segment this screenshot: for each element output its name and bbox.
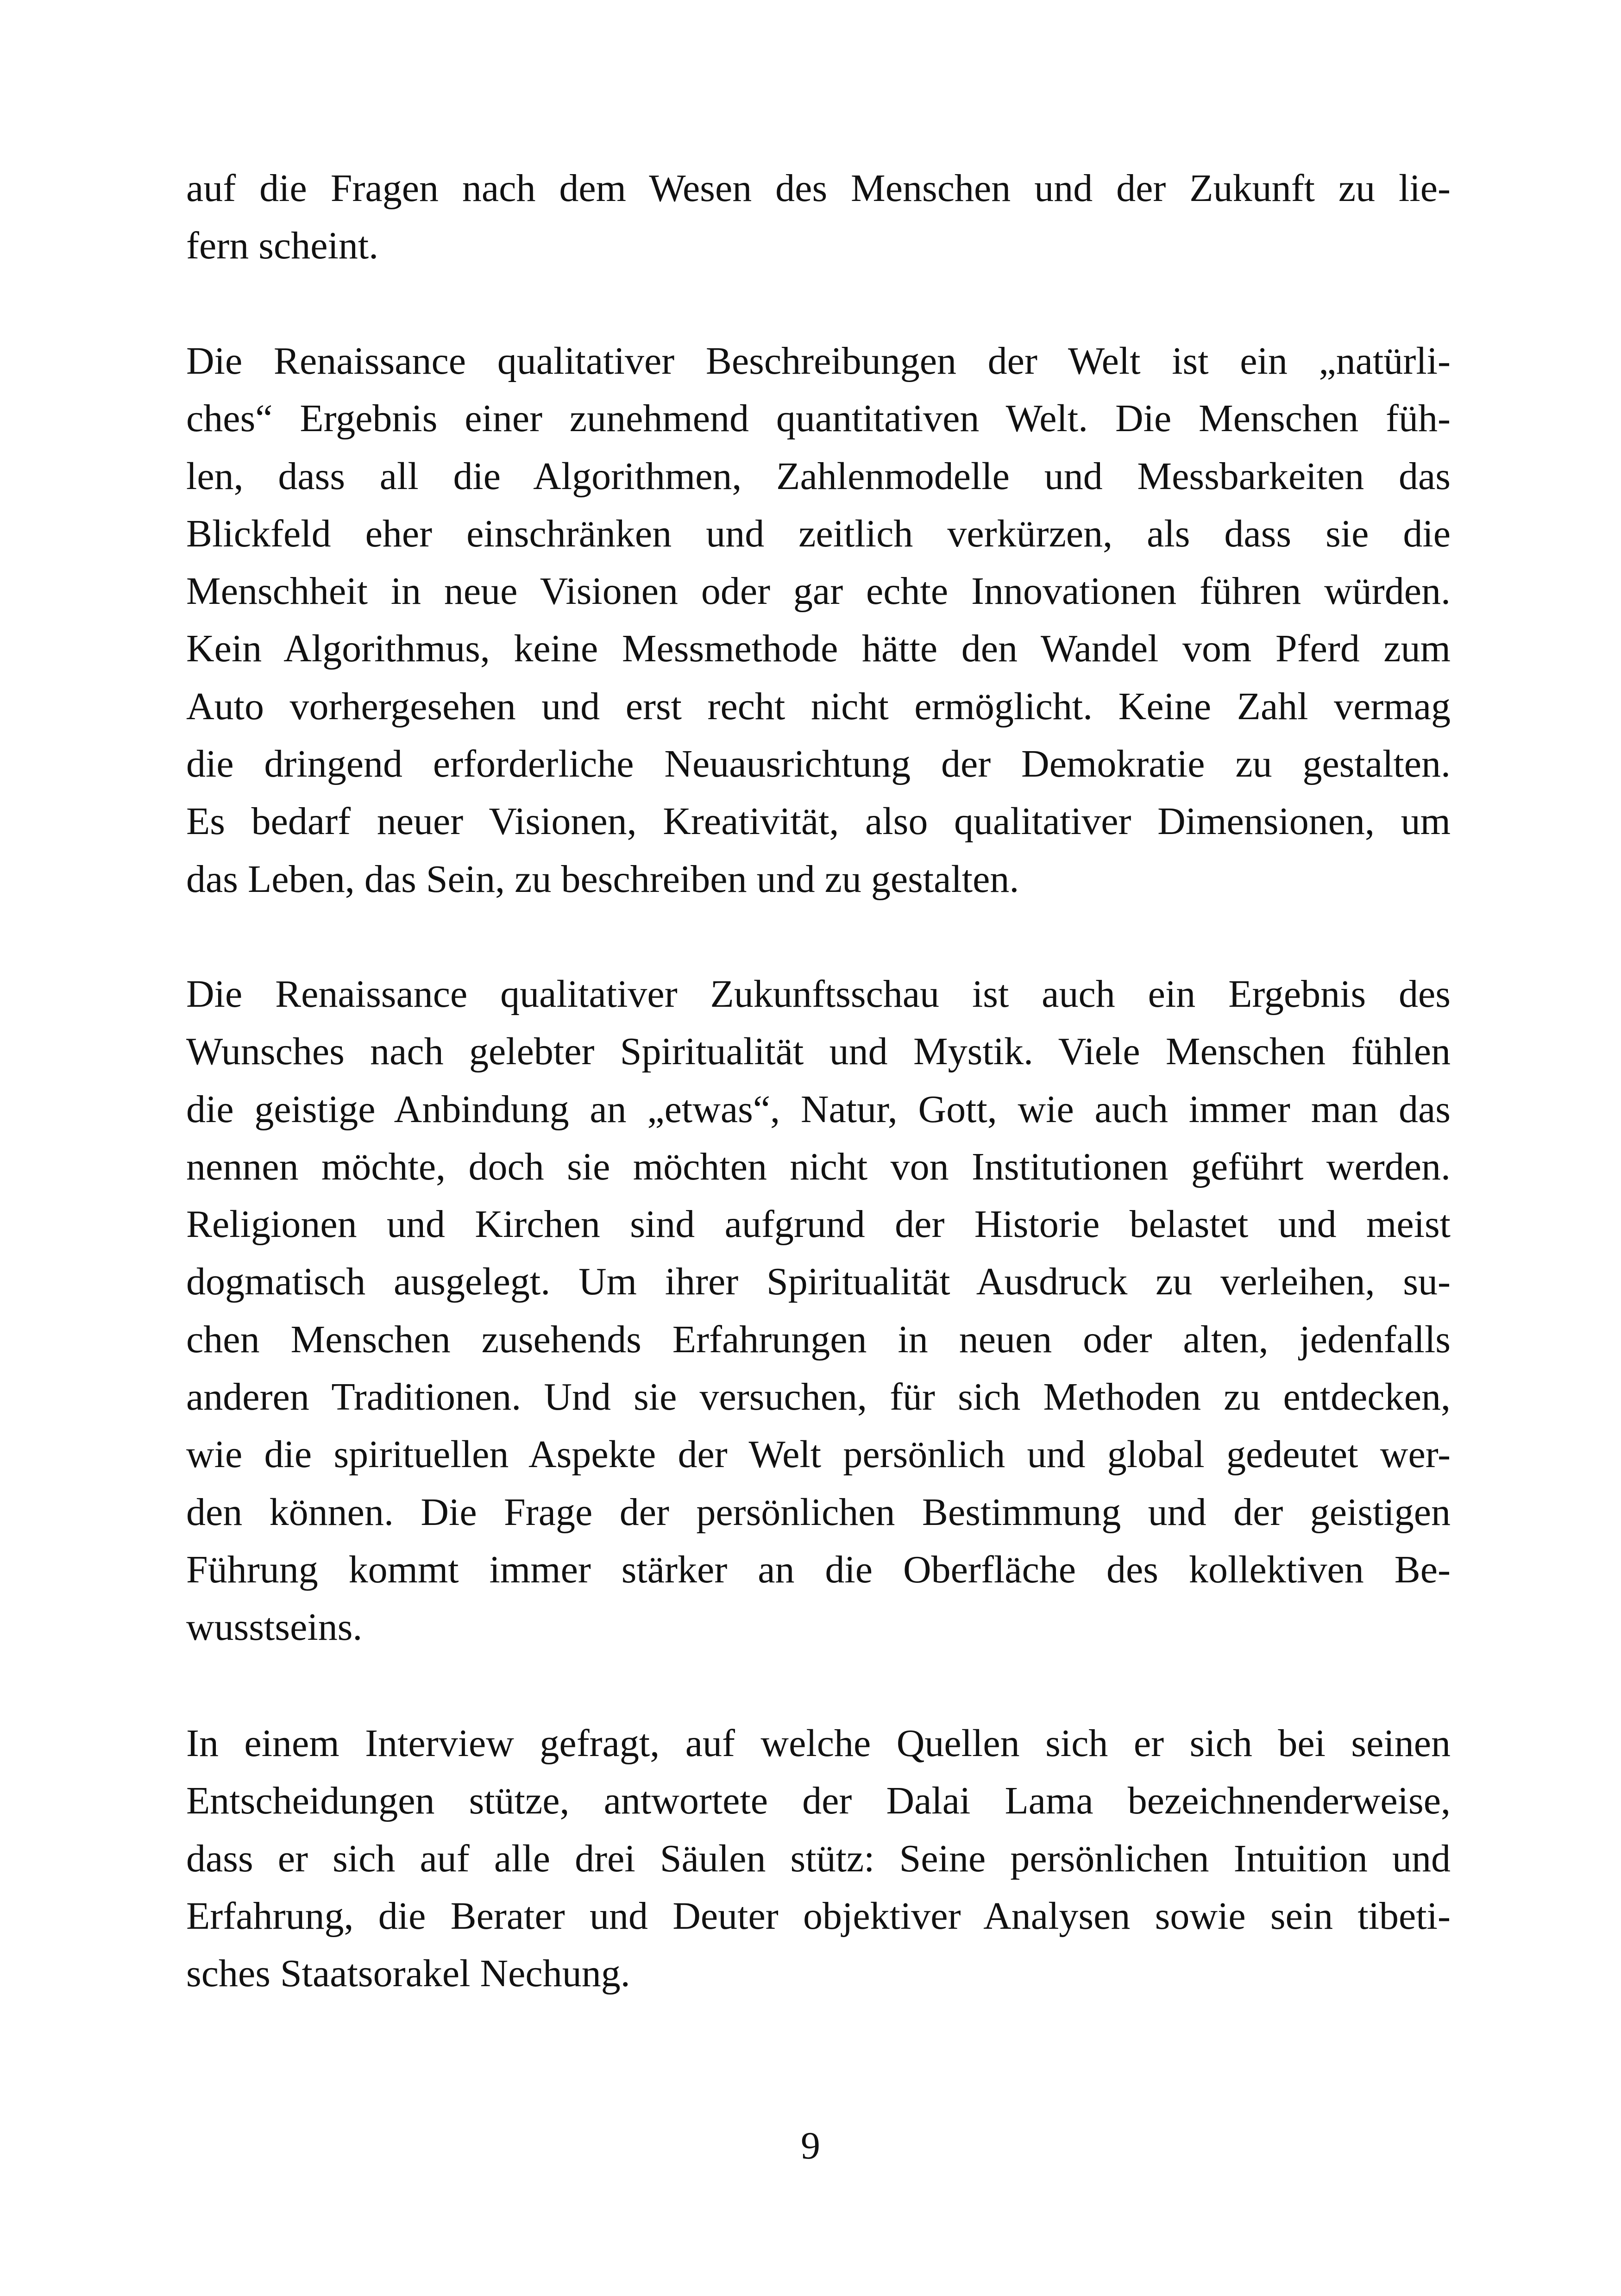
paragraph-line: chen Menschen zusehends Erfahrungen in neuen oder alten, jedenfalls (186, 1317, 1451, 1361)
paragraph-1 (186, 160, 1451, 275)
paragraph-2 (186, 332, 1451, 908)
paragraph-line: dogmatisch ausgelegt. Um ihrer Spiritualität Ausdruck zu verleihen, su- (186, 1260, 1451, 1304)
paragraph-line: wie die spirituellen Aspekte der Welt persönlich und global gedeutet wer- (186, 1433, 1451, 1476)
paragraph-line: len, dass all die Algorithmen, Zahlenmodelle und Messbarkeiten das (186, 454, 1451, 498)
paragraph-line: Religionen und Kirchen sind aufgrund der Historie belastet und meist (186, 1203, 1451, 1246)
paragraph-line: die geistige Anbindung an „etwas“, Natur, Gott, wie auch immer man das (186, 1087, 1451, 1131)
paragraph-line: fern scheint. (186, 224, 379, 268)
paragraph-line: dass er sich auf alle drei Säulen stütz: Seine persönlichen Intuition und (186, 1837, 1451, 1880)
paragraph-line: sches Staatsorakel Nechung. (186, 1952, 630, 1995)
paragraph-line: Erfahrung, die Berater und Deuter objektiver Analysen sowie sein tibeti- (186, 1894, 1451, 1938)
page-number: 9 (801, 2124, 820, 2167)
paragraph-line: ches“ Ergebnis einer zunehmend quantitativen Welt. Die Menschen füh- (186, 397, 1451, 440)
paragraph-line: das Leben, das Sein, zu beschreiben und zu gestalten. (186, 857, 1019, 901)
paragraph-4 (186, 1715, 1451, 2002)
paragraph-line: Führung kommt immer stärker an die Oberfläche des kollektiven Be- (186, 1548, 1451, 1591)
paragraph-line: Die Renaissance qualitativer Zukunftsschau ist auch ein Ergebnis des (186, 972, 1451, 1016)
paragraph-line: anderen Traditionen. Und sie versuchen, für sich Methoden zu entdecken, (186, 1375, 1451, 1419)
paragraph-line: Kein Algorithmus, keine Messmethode hätte den Wandel vom Pferd zum (186, 627, 1451, 671)
paragraph-line: wusstseins. (186, 1606, 363, 1649)
paragraph-line: die dringend erforderliche Neuausrichtung der Demokratie zu gestalten. (186, 742, 1451, 786)
paragraph-line: Es bedarf neuer Visionen, Kreativität, also qualitativer Dimensionen, um (186, 800, 1451, 843)
paragraph-line: Auto vorhergesehen und erst recht nicht ermöglicht. Keine Zahl vermag (186, 684, 1451, 728)
paragraph-3 (186, 966, 1451, 1656)
paragraph-line: Entscheidungen stütze, antwortete der Dalai Lama bezeichnenderweise, (186, 1779, 1451, 1823)
paragraph-line: auf die Fragen nach dem Wesen des Menschen und der Zukunft zu lie- (186, 167, 1451, 210)
paragraph-line: Wunsches nach gelebter Spiritualität und Mystik. Viele Menschen fühlen (186, 1030, 1451, 1073)
paragraph-line: den können. Die Frage der persönlichen Bestimmung und der geistigen (186, 1490, 1451, 1534)
paragraph-line: Die Renaissance qualitativer Beschreibungen der Welt ist ein „natürli- (186, 339, 1451, 383)
paragraph-line: Blickfeld eher einschränken und zeitlich verkürzen, als dass sie die (186, 512, 1451, 555)
paragraph-line: nennen möchte, doch sie möchten nicht von Institutionen geführt werden. (186, 1145, 1451, 1188)
paragraph-line: In einem Interview gefragt, auf welche Quellen sich er sich bei seinen (186, 1722, 1451, 1765)
paragraph-line: Menschheit in neue Visionen oder gar echte Innovationen führen würden. (186, 570, 1451, 613)
